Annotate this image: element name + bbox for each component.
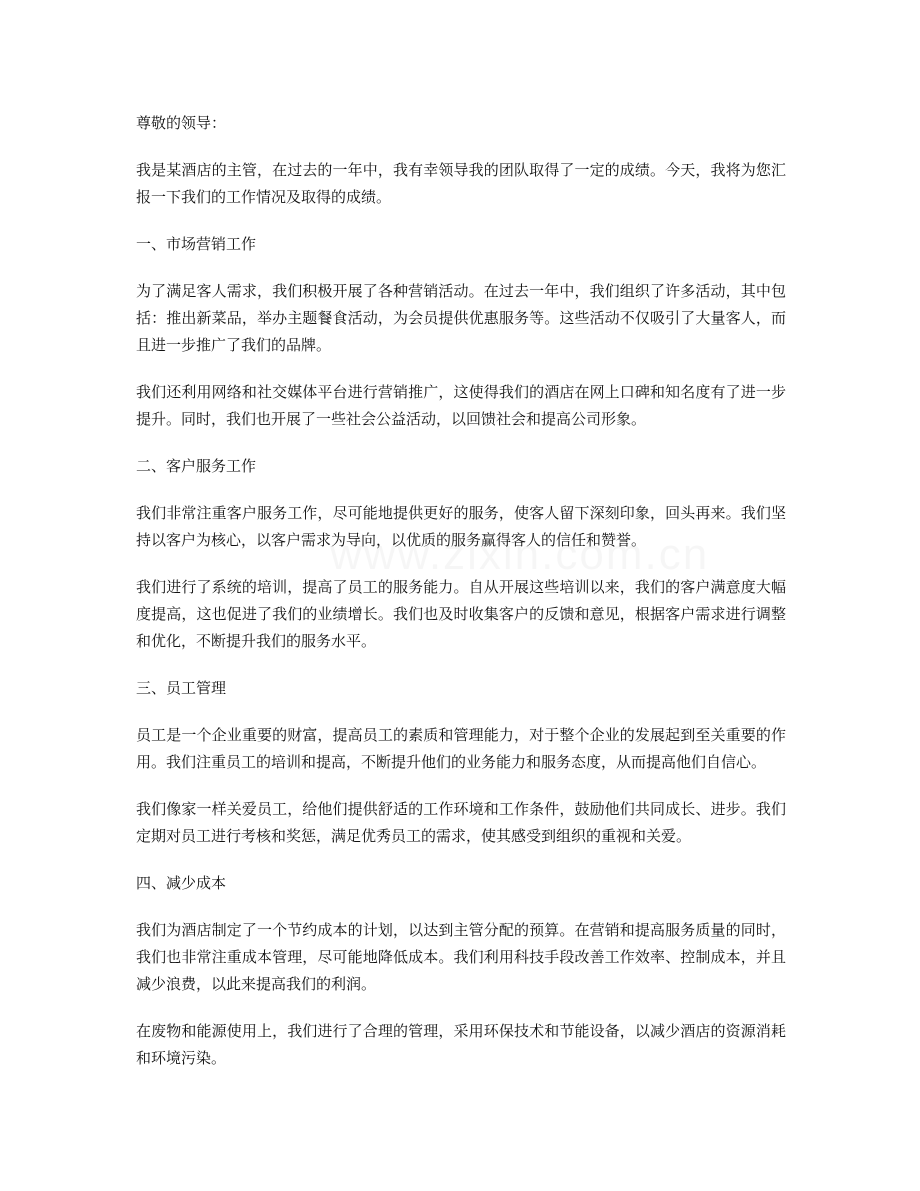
section-heading-customer-service: 二、客户服务工作 xyxy=(136,457,257,475)
intro-paragraph: 我是某酒店的主管，在过去的一年中，我有幸领导我的团队取得了一定的成绩。今天，我将为您汇报一下我们的工作情况及取得的成绩。 xyxy=(136,161,786,206)
document-body xyxy=(136,110,786,1092)
paragraph: 员工是一个企业重要的财富，提高员工的素质和管理能力，对于整个企业的发展起到至关重要的作用。我们注重员工的培训和提高，不断提升他们的业务能力和服务态度，从而提高他们自信心。 xyxy=(136,726,786,771)
paragraph: 我们进行了系统的培训，提高了员工的服务能力。自从开展这些培训以来，我们的客户满意度大幅度提高，这也促进了我们的业绩增长。我们也及时收集客户的反馈和意见，根据客户需求进行调整和优化，不断提升我们的服务水平。 xyxy=(136,578,786,650)
salutation: 尊敬的领导： xyxy=(136,114,227,132)
paragraph: 我们像家一样关爱员工，给他们提供舒适的工作环境和工作条件，鼓励他们共同成长、进步。我们定期对员工进行考核和奖惩，满足优秀员工的需求，使其感受到组织的重视和关爱。 xyxy=(136,800,786,845)
paragraph: 在废物和能源使用上，我们进行了合理的管理，采用环保技术和节能设备，以减少酒店的资源消耗和环境污染。 xyxy=(136,1022,786,1067)
paragraph: 我们还利用网络和社交媒体平台进行营销推广，这使得我们的酒店在网上口碑和知名度有了进一步提升。同时，我们也开展了一些社会公益活动，以回馈社会和提高公司形象。 xyxy=(136,383,786,428)
section-heading-cost-reduction: 四、减少成本 xyxy=(136,874,227,892)
paragraph: 为了满足客人需求，我们积极开展了各种营销活动。在过去一年中，我们组织了许多活动，其中包括：推出新菜品，举办主题餐食活动，为会员提供优惠服务等。这些活动不仅吸引了大量客人，而且进一步推广了我们的品牌。 xyxy=(136,282,786,354)
section-heading-marketing: 一、市场营销工作 xyxy=(136,235,257,253)
paragraph: 我们非常注重客户服务工作，尽可能地提供更好的服务，使客人留下深刻印象，回头再来。我们坚持以客户为核心，以客户需求为导向，以优质的服务赢得客人的信任和赞誉。 xyxy=(136,504,786,549)
section-heading-staff-management: 三、员工管理 xyxy=(136,679,227,697)
paragraph: 我们为酒店制定了一个节约成本的计划，以达到主管分配的预算。在营销和提高服务质量的同时，我们也非常注重成本管理，尽可能地降低成本。我们利用科技手段改善工作效率、控制成本，并且减少浪费，以此来提高我们的利润。 xyxy=(136,921,786,993)
